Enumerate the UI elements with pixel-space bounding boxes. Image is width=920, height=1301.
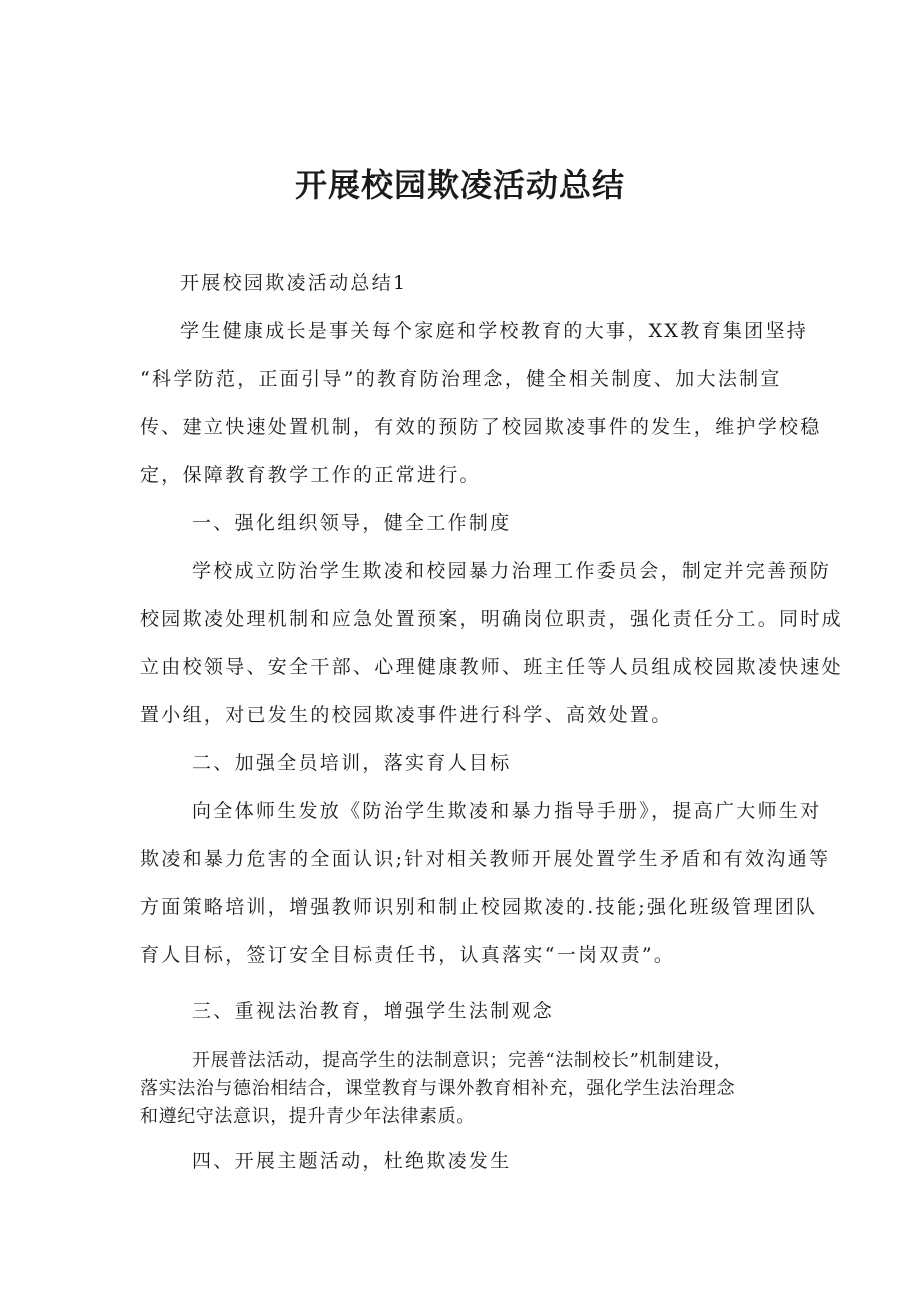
intro-line-1: 学生健康成长是事关每个家庭和学校教育的大事，XX教育集团坚持 (180, 320, 809, 342)
section1-line-4: 置小组，对已发生的校园欺凌事件进行科学、高效处置。 (140, 704, 673, 726)
section2-line-2: 欺凌和暴力危害的全面认识;针对相关教师开展处置学生矛盾和有效沟通等 (140, 848, 831, 870)
section2-heading: 二、加强全员培训，落实育人目标 (192, 752, 512, 774)
intro-line-3: 传、建立快速处置机制，有效的预防了校园欺凌事件的发生，维护学校稳 (140, 416, 822, 438)
section3-line-1: 开展普法活动，提高学生的法制意识；完善“法制校长”机制建设， (192, 1050, 733, 1071)
section1-heading: 一、强化组织领导，健全工作制度 (192, 512, 512, 534)
section1-line-3: 立由校领导、安全干部、心理健康教师、班主任等人员组成校园欺凌快速处 (140, 656, 843, 678)
section2-line-4: 育人目标，签订安全目标责任书，认真落实“一岗双责”。 (140, 944, 676, 966)
section3-line-3: 和遵纪守法意识，提升青少年法律素质。 (140, 1106, 475, 1127)
intro-line-2: “科学防范，正面引导”的教育防治理念，健全相关制度、加大法制宣 (140, 368, 782, 390)
subtitle: 开展校园欺凌活动总结1 (180, 272, 408, 294)
section3-heading: 三、重视法治教育，增强学生法制观念 (192, 1000, 555, 1022)
section1-line-1: 学校成立防治学生欺凌和校园暴力治理工作委员会，制定并完善预防 (192, 560, 832, 582)
section4-heading: 四、开展主题活动，杜绝欺凌发生 (192, 1150, 512, 1172)
section2-line-1: 向全体师生发放《防治学生欺凌和暴力指导手册》，提高广大师生对 (192, 800, 822, 822)
section3-line-2: 落实法治与德治相结合，课堂教育与课外教育相补充，强化学生法治理念 (140, 1078, 736, 1099)
section1-line-2: 校园欺凌处理机制和应急处置预案，明确岗位职责，强化责任分工。同时成 (140, 608, 843, 630)
section2-line-3: 方面策略培训，增强教师识别和制止校园欺凌的.技能;强化班级管理团队 (140, 896, 818, 918)
intro-line-4: 定，保障教育教学工作的正常进行。 (140, 464, 481, 486)
document-title: 开展校园欺凌活动总结 (294, 166, 625, 204)
